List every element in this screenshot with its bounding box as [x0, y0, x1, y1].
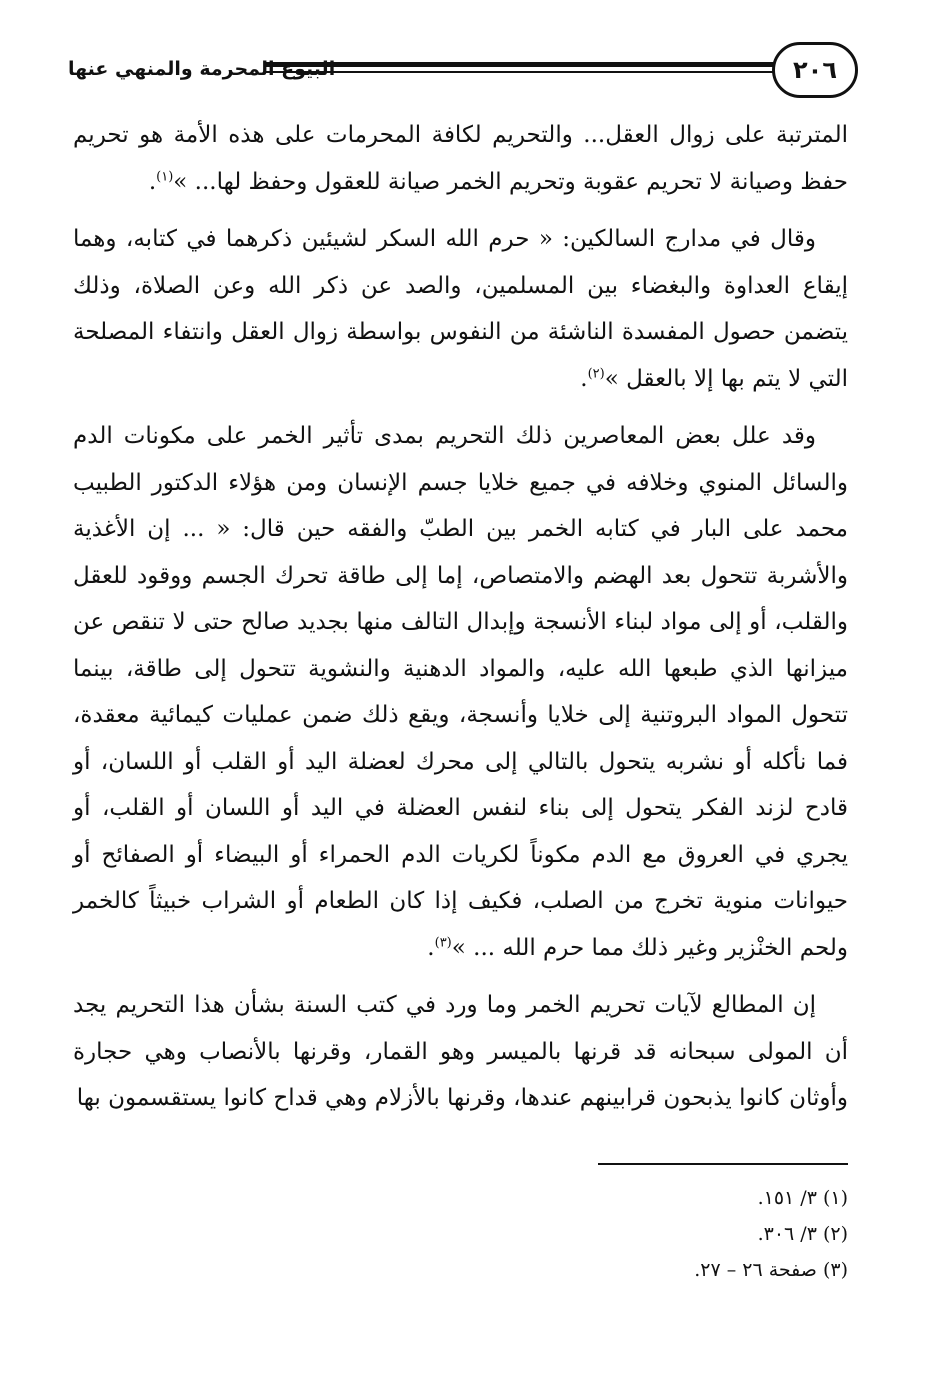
paragraph-text: المترتبة على زوال العقل... والتحريم لكافة المحرمات على هذه الأمة هو تحريم حفظ وصيانة لا تحريم عقوبة وتحريم الخمر صيانة للعقول وحفظ لها... »	[73, 122, 848, 195]
footnote-item: (٢) ٣/ ٣٠٦.	[757, 1223, 848, 1245]
header-rule-thin	[264, 71, 778, 73]
footnote-ref: (٢)	[587, 365, 605, 381]
footnote-item: (٣) صفحة ٢٦ – ٢٧.	[694, 1259, 848, 1281]
paragraph-end: .	[580, 365, 588, 392]
paragraph-text: وقال في مدارج السالكين: « حرم الله السكر لشيئين ذكرهما في كتابه، وهما إيقاع العداوة والبغضاء بين المسلمين، والصد عن ذكر الله وعن الصلاة، وذلك يتضمن حصول المفسدة الناشئة من النفوس بواسطة زوال العقل وانتفاء المصلحة التي لا يتم بها إلا بالعقل »	[73, 226, 848, 392]
paragraph-end: .	[427, 934, 435, 961]
footnote-ref: (١)	[156, 168, 174, 184]
paragraph-text: وقد علل بعض المعاصرين ذلك التحريم بمدى تأثير الخمر على مكونات الدم والسائل المنوي وخلافه في جميع خلايا جسم الإنسان ومن هؤلاء الدكتور الطبيب محمد على البار في كتابه الخمر بين الطبّ والفقه حين قال: « ... إن الأغذية والأشربة تتحول بعد الهضم والامتصاص، إما إلى طاقة تحرك الجسم ووقود للعقل والقلب، أو إلى مواد لبناء الأنسجة وإبدال التالف منها بجديد صالح حتى لا تنقص عن ميزانها الذي طبعها الله عليه، والمواد الدهنية والنشوية تتحول إلى طاقة، بينما تتحول المواد البروتنية إلى خلايا وأنسجة، ويقع ذلك ضمن عمليات كيمائية معقدة، فما نأكله أو نشربه يتحول بالتالي إلى محرك لعضلة اليد أو القلب أو اللسان، أو قادح لزند الفكر يتحول إلى بناء لنفس العضلة في اليد أو اللسان أو القلب، أو يجري في العروق مع الدم مكوناً لكريات الدم الحمراء أو البيضاء أو الصفائح أو حيوانات منوية تخرج من الصلب، فكيف إذا كان الطعام أو الشراب خبيثاً كالخمر ولحم الخنْزير وغير ذلك مما حرم الله ... »	[73, 423, 848, 961]
footnote-item: (١) ٣/ ١٥١.	[757, 1187, 848, 1209]
paragraph	[73, 982, 848, 1122]
footnote-divider	[598, 1163, 848, 1165]
header-rule-thick	[264, 62, 778, 67]
page-header	[68, 42, 858, 100]
header-rule	[264, 62, 778, 76]
paragraph	[73, 413, 848, 971]
paragraph	[73, 216, 848, 402]
body-text	[73, 112, 848, 1133]
paragraph-text: إن المطالع لآيات تحريم الخمر وما ورد في كتب السنة بشأن هذا التحريم يجد أن المولى سبحانه قد قرنها بالميسر وهو القمار، وقرنها بالأنصاب وهي حجارة وأوثان كانوا يذبحون قرابينهم عندها، وقرنها بالأزلام وهي قداح كانوا يستقسمون بها	[73, 992, 848, 1111]
footnote-ref: (٣)	[434, 934, 452, 950]
paragraph	[73, 112, 848, 205]
running-title: البيوع المحرمة والمنهي عنها	[68, 58, 336, 80]
paragraph-end: .	[148, 168, 157, 195]
footnotes	[448, 1180, 848, 1288]
page-number: ٢٠٦	[772, 42, 858, 98]
